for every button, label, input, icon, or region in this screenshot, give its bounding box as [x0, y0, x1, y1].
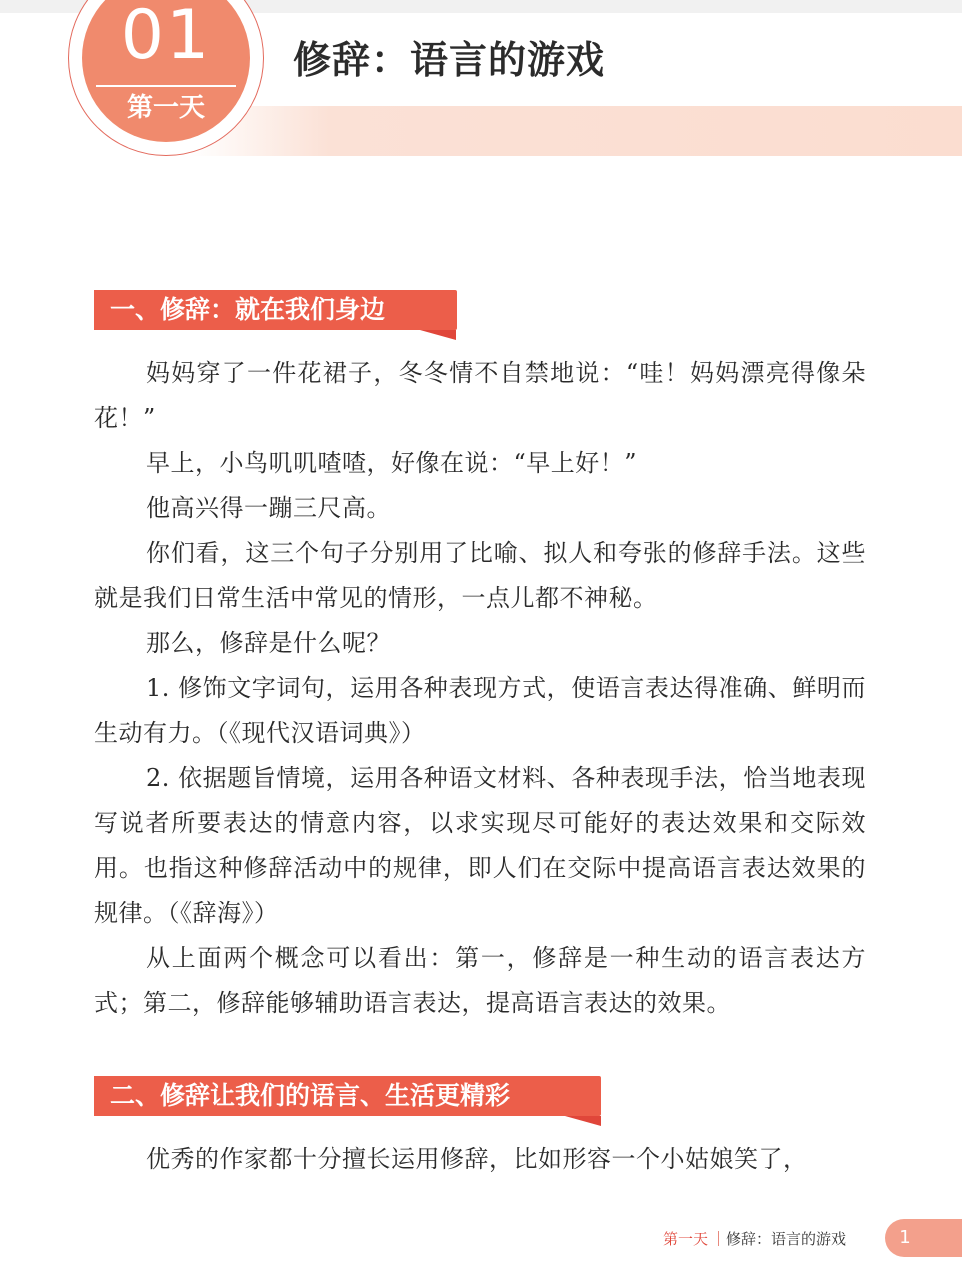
- paragraph: 你们看，这三个句子分别用了比喻、拟人和夸张的修辞手法。这些就是我们日常生活中常见的情形，一点儿都不神秘。: [94, 539, 866, 612]
- day-label: 第一天: [126, 93, 205, 123]
- paragraph: 他高兴得一蹦三尺高。: [146, 494, 391, 522]
- footer-separator: [718, 1231, 719, 1246]
- page-number: 1: [899, 1227, 911, 1248]
- section-heading-1: 一、修辞：就在我们身边: [94, 290, 457, 330]
- page-title: 修辞：语言的游戏: [293, 38, 606, 82]
- footer-day: 第一天: [662, 1230, 708, 1248]
- paragraph: 妈妈穿了一件花裙子，冬冬情不自禁地说：“哇！妈妈漂亮得像朵花！”: [94, 359, 866, 432]
- section-heading-2-tail: [565, 1116, 601, 1126]
- title-band: [190, 106, 962, 156]
- section-1-body: [94, 351, 866, 1026]
- section-heading-2: 二、修辞让我们的语言、生活更精彩: [94, 1076, 601, 1116]
- paragraph: 早上，小鸟叽叽喳喳，好像在说：“早上好！”: [146, 449, 638, 477]
- paragraph: 那么，修辞是什么呢？: [146, 629, 391, 657]
- paragraph: 1. 修饰文字词句，运用各种表现方式，使语言表达得准确、鲜明而生动有力。（《现代汉语词典》）: [94, 674, 866, 747]
- day-badge-divider: [96, 85, 236, 87]
- paragraph: 从上面两个概念可以看出：第一，修辞是一种生动的语言表达方式；第二，修辞能够辅助语言表达，提高语言表达的效果。: [94, 944, 866, 1017]
- section-2-body: [94, 1137, 866, 1182]
- section-heading-1-tail: [420, 330, 456, 340]
- footer-title: 修辞：语言的游戏: [726, 1230, 847, 1248]
- paragraph: 优秀的作家都十分擅长运用修辞，比如形容一个小姑娘笑了，: [146, 1145, 808, 1173]
- paragraph: 2. 依据题旨情境，运用各种语文材料、各种表现手法，恰当地表现写说者所要表达的情意内容，以求实现尽可能好的表达效果和交际效用。也指这种修辞活动中的规律，即人们在交际中提高语言表达效果的规律。（《辞海》）: [94, 764, 866, 927]
- day-number: 01: [120, 0, 212, 75]
